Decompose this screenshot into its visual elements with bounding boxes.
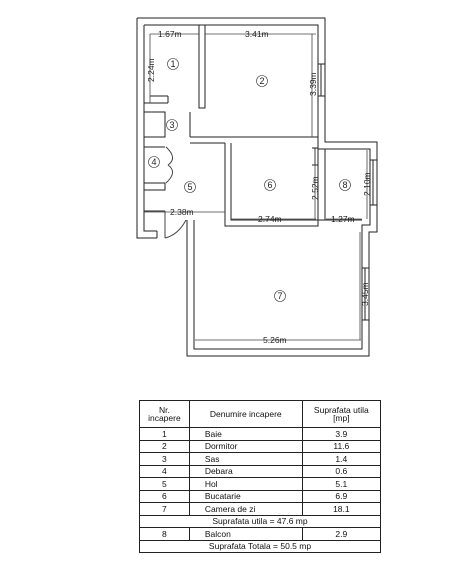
table-row [140, 490, 381, 503]
cell-nr: 3 [140, 453, 190, 466]
table-row [140, 428, 381, 441]
dim-1-width: 1.67m [158, 29, 182, 39]
cell-name: Sas [189, 453, 302, 466]
outer-wall-inner [144, 25, 370, 349]
wall-sas [144, 112, 165, 137]
dim-6-height: 2.52m [310, 176, 320, 200]
table-header-row [140, 401, 381, 428]
door-debara [166, 147, 173, 183]
cell-area: 1.4 [302, 453, 380, 466]
table-row [140, 503, 381, 516]
room-label-3: 3 [169, 120, 175, 130]
area-table [139, 400, 381, 553]
cell-nr: 4 [140, 465, 190, 478]
room-label-7: 7 [277, 291, 283, 301]
wall-bath [144, 96, 168, 103]
dim-6-width: 2.74m [258, 214, 282, 224]
wall-debara [144, 147, 165, 190]
cell-nr: 5 [140, 478, 190, 491]
room-label-4: 4 [151, 157, 157, 167]
header-area: Suprafata utila [mp] [302, 401, 380, 428]
cell-nr: 6 [140, 490, 190, 503]
dim-5-width: 2.38m [170, 207, 194, 217]
cell-nr: 2 [140, 440, 190, 453]
total-text: Suprafata Totala = 50.5 mp [140, 540, 381, 553]
cell-nr: 7 [140, 503, 190, 516]
dim-7-width: 5.26m [263, 335, 287, 345]
room-label-8: 8 [342, 180, 348, 190]
table-row [140, 528, 381, 541]
cell-nr: 1 [140, 428, 190, 441]
dim-2-height: 3.39m [308, 72, 318, 96]
cell-area: 5.1 [302, 478, 380, 491]
table-row [140, 465, 381, 478]
subtotal-text: Suprafata utila = 47.6 mp [140, 515, 381, 528]
cell-area: 11.6 [302, 440, 380, 453]
cell-area: 0.6 [302, 465, 380, 478]
header-nr: Nr. incapere [140, 401, 190, 428]
table-row [140, 440, 381, 453]
cell-name: Bucatarie [189, 490, 302, 503]
wall-sas2 [190, 112, 318, 143]
cell-area: 18.1 [302, 503, 380, 516]
outer-wall-left [137, 18, 157, 238]
table-row [140, 453, 381, 466]
cell-name: Hol [189, 478, 302, 491]
room-label-1: 1 [170, 59, 176, 69]
outer-wall-left-inner [144, 25, 157, 231]
dim-7-height: 3.45m [360, 282, 370, 306]
dim-8-height: 2.10m [362, 172, 372, 196]
dim-8-width: 1.27m [331, 214, 355, 224]
dim-2-width: 3.41m [245, 29, 269, 39]
cell-area: 2.9 [302, 528, 380, 541]
total-row [140, 540, 381, 553]
cell-name: Camera de zi [189, 503, 302, 516]
cell-nr: 8 [140, 528, 190, 541]
table-row [140, 478, 381, 491]
wall-hol-bottom [144, 211, 165, 238]
room-label-2: 2 [259, 76, 265, 86]
window-bed [318, 64, 325, 96]
cell-area: 6.9 [302, 490, 380, 503]
cell-name: Baie [189, 428, 302, 441]
dim-1-height: 2.24m [146, 58, 156, 82]
header-name: Denumire incapere [189, 401, 302, 428]
cell-area: 3.9 [302, 428, 380, 441]
cell-name: Debara [189, 465, 302, 478]
cell-name: Balcon [189, 528, 302, 541]
room-label-6: 6 [267, 180, 273, 190]
subtotal-row [140, 515, 381, 528]
wall-bath-bed [199, 25, 205, 108]
cell-name: Dormitor [189, 440, 302, 453]
room-label-5: 5 [187, 182, 193, 192]
